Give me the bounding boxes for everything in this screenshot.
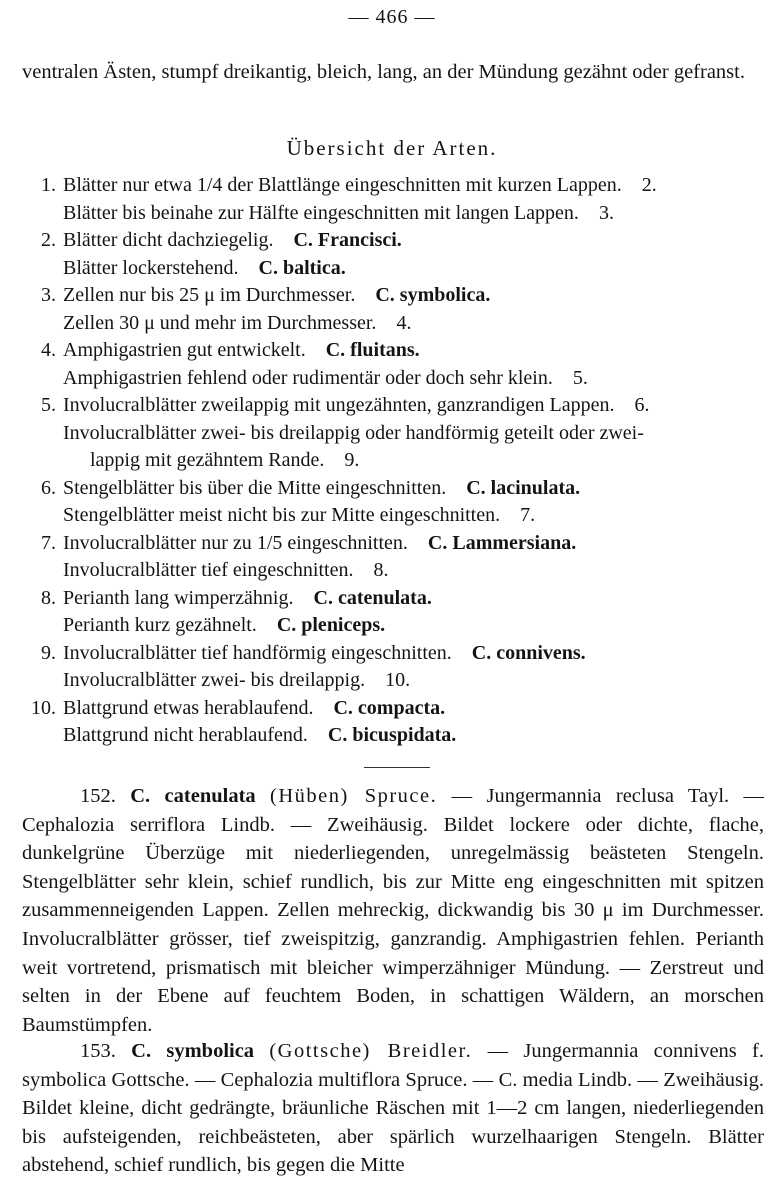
entry-number: 153. [80,1040,116,1062]
key-row [22,282,764,310]
species-author: (Hüben) Spruce. [270,785,438,807]
key-description: Blattgrund etwas herablaufend. [63,696,314,719]
species-name: C. symbolica [131,1040,255,1062]
key-row [22,612,764,640]
key-text [63,585,432,613]
key-text [63,612,385,640]
key-description: Involucralblätter nur zu [63,531,257,554]
key-row [22,310,764,338]
key-description: Blattgrund nicht herablaufend. [63,724,308,746]
key-row [22,172,764,200]
key-lead: 2. [641,174,657,196]
key-text [63,557,388,585]
key-description: Involucralblätter tief eingeschnitten. [63,559,354,581]
key-species: C. catenulata. [313,586,432,609]
key-text [63,640,586,668]
key-text [63,722,456,750]
key-text [63,475,580,503]
key-lead: 4. [396,311,412,334]
key-row [22,722,764,750]
key-row [22,530,764,558]
key-row [22,667,764,695]
key-row [22,557,764,585]
intro-paragraph: ventralen Ästen, stumpf dreikantig, bleich, lang, an der Mündung gezähnt oder gefranst. [22,61,745,83]
key-text [63,420,644,448]
key-description: Blätter dicht dachziegelig. [63,229,274,251]
key-species: C. baltica. [258,256,346,279]
key-text [63,502,535,530]
page-number: — 466 — [348,6,436,28]
key-description: Involucralblätter zwei- bis dreilappig. [63,669,366,691]
key-row [22,420,764,448]
key-species: C. Francisci. [293,229,402,251]
species-author: (Gottsche) Breidler. [269,1040,473,1062]
key-description: Involucralblätter tief handförmig eingeschnitten. [63,641,452,664]
key-number: 6. [41,476,56,499]
key-row [22,475,764,503]
key-text [63,365,588,393]
key-row [22,365,764,393]
key-row [22,200,764,228]
key-species: C. pleniceps. [276,614,386,636]
section-divider [364,767,430,768]
key-description: Amphigastrien gut entwickelt. [63,339,306,361]
key-number: 2. [41,229,56,251]
key-species: C. Lammersiana. [427,531,577,554]
key-description: Amphigastrien fehlend oder rudimentär oder doch sehr klein. [63,366,553,389]
key-number: 3. [41,284,56,306]
key-lead: 5. [572,366,588,389]
key-text [63,695,445,723]
key-row [22,255,764,283]
key-text [63,255,346,283]
key-row [22,392,764,420]
key-lead: 3. [598,201,614,224]
key-description: Perianth lang wimperzähnig. [63,586,294,609]
key-description: Zellen 30 μ und mehr im Durchmesser. [63,311,377,334]
key-species: C. connivens. [471,641,586,664]
entry-number: 152. [80,785,116,807]
key-lead: 6. [634,394,650,416]
key-row [22,227,764,255]
key-number: 5. [41,394,56,416]
key-text [63,530,576,558]
key-species: C. fluitans. [325,339,420,361]
key-description: lappig mit gezähntem Rande. [90,449,325,471]
key-text [63,667,410,695]
key-row [22,447,764,475]
key-text [63,310,411,338]
key-fraction: 1/5 [256,531,283,554]
key-text [63,282,490,310]
key-species: C. compacta. [333,696,446,719]
key-number: 4. [41,339,56,361]
species-entry [22,1037,764,1180]
key-row [22,585,764,613]
key-row [22,640,764,668]
key-lead: 7. [520,504,536,526]
key-lead: 10. [385,669,411,691]
key-number: 1. [41,174,56,196]
key-description: Stengelblätter meist nicht bis zur Mitte eingeschnitten. [63,504,501,526]
species-key [22,172,764,750]
key-species: C. bicuspidata. [327,724,457,746]
key-row [22,337,764,365]
key-description-cont: eingeschnitten. [282,531,408,554]
key-text [63,227,402,255]
key-description: Blätter bis beinahe zur Hälfte eingeschnitten mit langen Lappen. [63,201,579,224]
key-lead: 8. [373,559,389,581]
key-species: C. lacinulata. [466,476,581,499]
key-description: Involucralblätter zwei- bis dreilappig oder handförmig geteilt oder zwei- [63,421,644,444]
species-entry [22,782,764,1039]
entry-body: — Jungermannia connivens f. symbolica Gottsche. — Cephalozia multiflora Spruce. — C. media Lindb. — Zweihäusig. Bildet kleine, dicht gedrängte, bräunliche Räschen mit 1—2 cm langen, niederliegenden bis aufsteigenden, reichbeästeten, aber spärlich wurzelhaarigen Stengeln. Blätter abstehend, schief rundlich, bis gegen die Mitte [22,1040,764,1177]
key-number: 8. [41,586,56,609]
key-text [63,392,649,420]
key-fraction: 1/4 [196,174,223,196]
key-number: 7. [41,531,56,554]
key-row [22,695,764,723]
key-text [63,172,657,200]
key-description-cont: der Blattlänge eingeschnitten mit kurzen Lappen. [222,174,622,196]
key-species: C. symbolica. [375,284,491,306]
key-description: Blätter lockerstehend. [63,256,239,279]
key-description: Blätter nur etwa [63,174,197,196]
key-description: Perianth kurz gezähnelt. [63,614,257,636]
entry-body: — Jungermannia reclusa Tayl. — Cephalozia serriflora Lindb. — Zweihäusig. Bildet lockere oder dichte, flache, dunkelgrüne Überzüge mit niederliegenden, unregelmässig beästeten Stengeln. Stengelblätter sehr klein, schief rundlich, bis zur Mitte eng eingeschnitten mit spitzen zusammenneigenden Lappen. Zellen mehreckig, dickwandig bis 30 μ im Durchmesser. Involucralblätter grösser, tief zweispitzig, ganzrandig. Amphigastrien fehlen. Perianth weit vortretend, prismatisch mit bleicher wimperzähniger Mündung. — Zerstreut und selten in der Ebene auf feuchtem Boden, in schattigen Wäldern, an morschen Baumstümpfen. [22,785,765,1036]
key-description: Involucralblätter zweilappig mit ungezähnten, ganzrandigen Lappen. [63,394,615,416]
key-description: Zellen nur bis 25 μ im Durchmesser. [63,284,356,306]
key-row [22,502,764,530]
key-number: 10. [31,696,56,719]
key-number: 9. [41,641,56,664]
section-heading: Übersicht der Arten. [286,136,498,160]
key-description: Stengelblätter bis über die Mitte eingeschnitten. [63,476,447,499]
key-text [90,447,359,475]
key-text [63,337,420,365]
key-lead: 9. [344,449,360,471]
species-name: C. catenulata [130,785,256,807]
key-text [63,200,614,228]
